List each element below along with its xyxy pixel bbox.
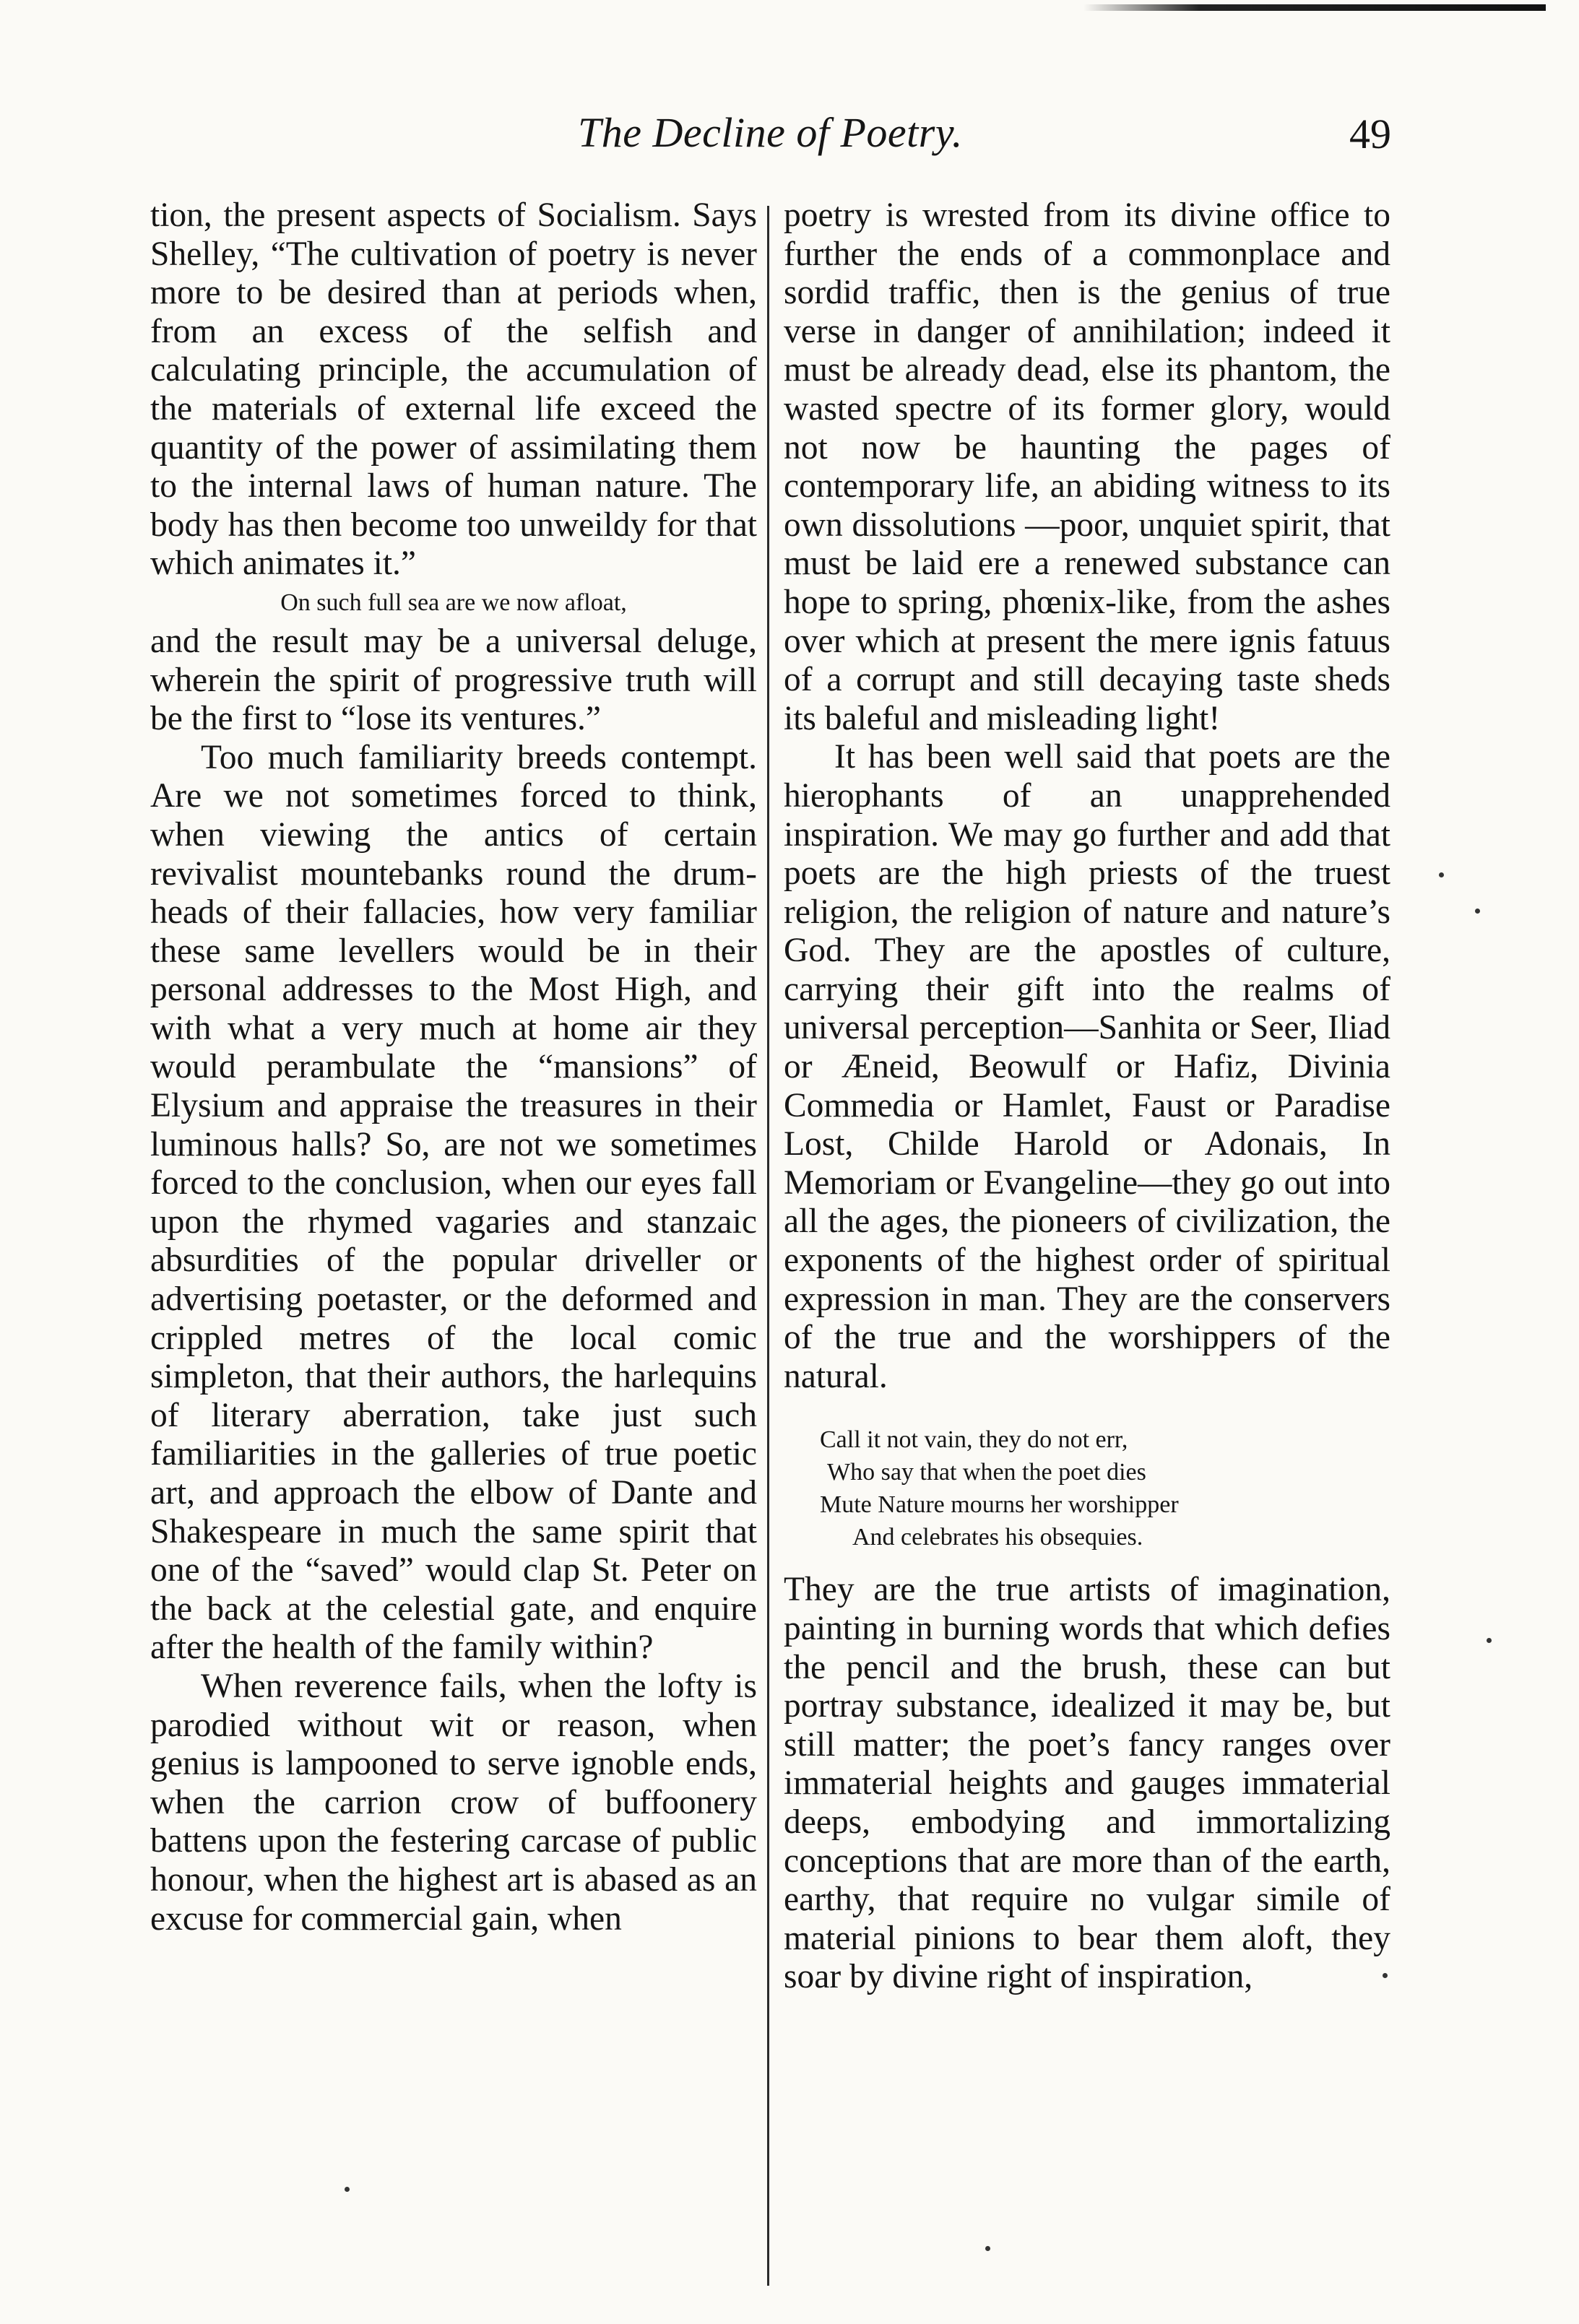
scan-speck — [345, 2187, 350, 2192]
left-paragraph-2: and the result may be a universal deluge, wherein the spirit of progressive truth will be the first to “lose its ventures.” — [150, 622, 757, 738]
verse-line: Mute Nature mourns her worshipper — [820, 1491, 1179, 1519]
page-number: 49 — [1349, 110, 1391, 157]
scan-speck — [985, 2246, 990, 2251]
scan-speck — [1439, 872, 1444, 877]
scan-edge-rule — [1083, 4, 1546, 11]
right-column — [784, 196, 1390, 1997]
verse-line: And celebrates his obsequies. — [852, 1524, 1143, 1551]
right-paragraph-2: It has been well said that poets are the hierophants of an unapprehended inspiration. We may go further and add that poets are the high priests of the truest religion, the religion of nature and nature’s God. They are the apostles of culture, carrying their gift into the realms of universal perception—Sanhita or Seer, Iliad or Æneid, Beowulf or Hafiz, Divinia Commedia or Hamlet, Faust or Paradise Lost, Childe Harold or Adonais, In Memoriam or Evangeline—they go out into all the ages, the pioneers of civilization, the exponents of the highest order of spiritual expression in man. They are the conservers of the true and the worshippers of the natural. — [784, 738, 1390, 1395]
running-head — [0, 108, 1579, 166]
left-paragraph-3: Too much familiarity breeds contempt. Are we not sometimes forced to think, when viewing the antics of certain revivalist mountebanks round the drum-heads of their fallacies, how very familiar these same levellers would be in their personal addresses to the Most High, and with what a very much at home air they would perambulate the “mansions” of Elysium and appraise the treasures in their luminous halls? So, are not we sometimes forced to the conclusion, when our eyes fall upon the rhymed vagaries and stanzaic absurdities of the popular driveller or advertising poetaster, or the deformed and crippled metres of the local comic simpleton, that their authors, the harlequins of literary aberration, take just such familiarities in the galleries of true poetic art, and approach the elbow of Dante and Shakespeare in much the same spirit that one of the “saved” would clap St. Peter on the back at the celestial gate, and enquire after the health of the family within? — [150, 738, 757, 1667]
left-quote: On such full sea are we now afloat, — [280, 589, 627, 616]
scan-speck — [1383, 1973, 1388, 1978]
page-title: The Decline of Poetry. — [578, 109, 963, 156]
verse-line: Who say that when the poet dies — [827, 1459, 1146, 1486]
scan-speck — [1475, 909, 1480, 914]
right-paragraph-1: poetry is wrested from its divine office to further the ends of a commonplace and sordid traffic, then is the genius of true verse in danger of annihilation; indeed it must be already dead, else its phantom, the wasted spectre of its former glory, would not now be haunting the pages of contemporary life, an abiding witness to its own dissolutions —poor, unquiet spirit, that must be laid ere a renewed substance can hope to spring, phœnix-like, from the ashes over which at present the mere ignis fatuus of a corrupt and still decaying taste sheds its baleful and misleading light! — [784, 196, 1390, 737]
right-paragraph-3: They are the true artists of imagination, painting in burning words that which defies the pencil and the brush, these can but portray substance, idealized it may be, but still matter; the poet’s fancy ranges over immaterial heights and gauges immaterial deeps, embodying and immortalizing conceptions that are more than of the earth, earthy, that require no vulgar simile of material pinions to bear them aloft, they soar by divine right of inspiration, — [784, 1571, 1390, 1996]
scan-speck — [1487, 1638, 1492, 1643]
verse-stanza — [784, 1423, 1390, 1553]
left-column — [150, 196, 757, 1938]
left-paragraph-4: When reverence fails, when the lofty is parodied without wit or reason, when genius is lampooned to serve ignoble ends, when the carrion crow of buffoonery battens upon the festering carcase of public honour, when the highest art is abased as an excuse for commercial gain, when — [150, 1667, 757, 1938]
left-paragraph-1: tion, the present aspects of Socialism. Says Shelley, “The cultivation of poetry is never more to be desired than at periods when, from an excess of the selfish and calculating principle, the accumulation of the materials of external life exceed the quantity of the power of assimilating them to the internal laws of human nature. The body has then become too unweildy for that which animates it.” — [150, 196, 757, 583]
verse-line: Call it not vain, they do not err, — [820, 1426, 1128, 1454]
column-divider — [767, 206, 769, 2286]
